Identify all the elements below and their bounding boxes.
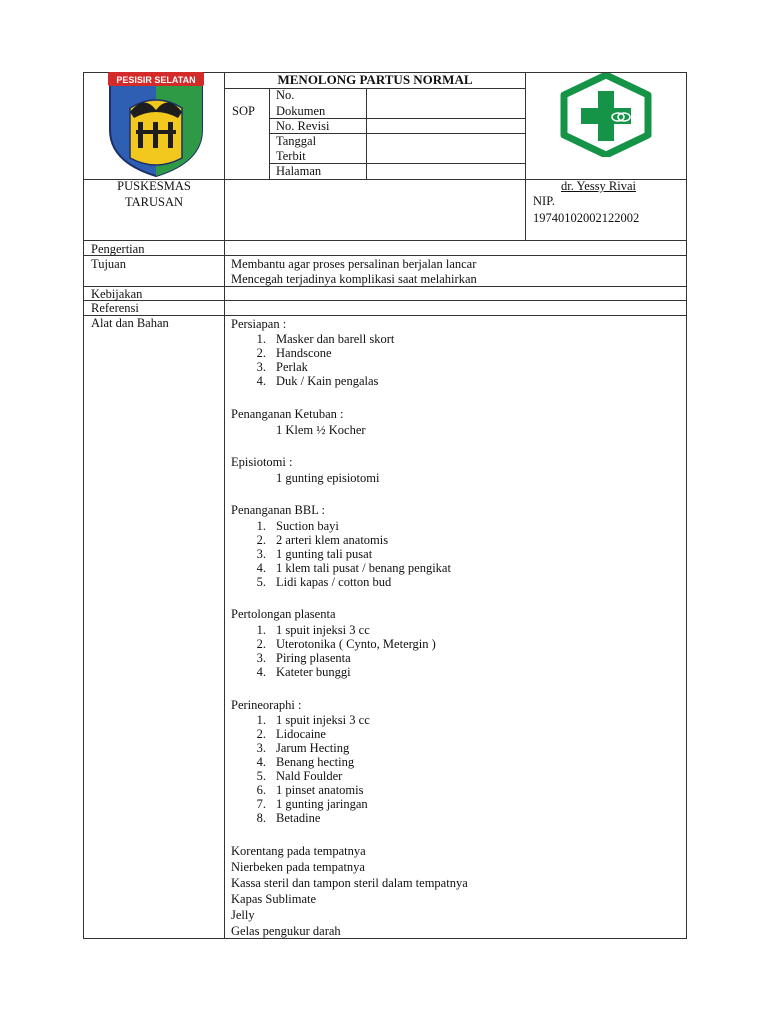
persiapan-heading: Persiapan : — [231, 317, 287, 331]
perineoraphi-heading: Perineoraphi : — [231, 698, 302, 712]
tujuan-line-2: Mencegah terjadinya komplikasi saat melahirkan — [231, 272, 477, 286]
sop-label: SOP — [232, 104, 255, 118]
bbl-heading: Penanganan BBL : — [231, 503, 325, 517]
divider — [83, 255, 687, 256]
logo-text: PESISIR SELATAN — [116, 75, 196, 85]
field-dokumen-label: Dokumen — [276, 104, 326, 118]
row-label-kebijakan: Kebijakan — [91, 287, 143, 301]
episiotomi-item: 1 gunting episiotomi — [276, 471, 380, 485]
signer-name: dr. Yessy Rivai — [561, 179, 637, 193]
extra-item: Kassa steril dan tampon steril dalam tempatnya — [231, 876, 468, 890]
row-label-tujuan: Tujuan — [91, 257, 126, 271]
signer-nip: 19740102002122002 — [533, 211, 640, 225]
table-border-bottom — [83, 938, 687, 939]
row-label-pengertian: Pengertian — [91, 242, 145, 256]
tujuan-line-1: Membantu agar proses persalinan berjalan lancar — [231, 257, 477, 271]
puskesmas-health-logo — [560, 73, 652, 157]
divider — [83, 300, 687, 301]
plasenta-heading: Pertolongan plasenta — [231, 607, 336, 621]
extra-item: Kapas Sublimate — [231, 892, 317, 906]
divider — [525, 72, 526, 240]
extra-item: Nierbeken pada tempatnya — [231, 860, 365, 874]
field-revisi-label: No. Revisi — [276, 119, 330, 133]
ketuban-heading: Penanganan Ketuban : — [231, 407, 344, 421]
divider — [83, 315, 687, 316]
pesisir-selatan-logo — [100, 70, 212, 178]
institution-name: PUSKESMAS TARUSAN — [117, 179, 191, 209]
divider — [366, 88, 367, 180]
divider — [83, 286, 687, 287]
row-label-referensi: Referensi — [91, 301, 139, 315]
field-no-label: No. — [276, 88, 295, 102]
divider — [83, 240, 687, 241]
document-title: MENOLONG PARTUS NORMAL — [277, 72, 473, 87]
ketuban-item: 1 Klem ½ Kocher — [276, 423, 366, 437]
extra-item: Gelas pengukur darah — [231, 924, 341, 938]
field-terbit-label: Terbit — [276, 149, 306, 163]
row-label-alat: Alat dan Bahan — [91, 316, 169, 330]
extra-item: Korentang pada tempatnya — [231, 844, 366, 858]
extra-item: Jelly — [231, 908, 255, 922]
field-halaman-label: Halaman — [276, 164, 322, 178]
table-border-right — [686, 72, 687, 939]
divider — [269, 88, 270, 180]
episiotomi-heading: Episiotomi : — [231, 455, 293, 469]
divider — [224, 88, 526, 89]
divider — [224, 72, 225, 938]
field-tanggal-label: Tanggal — [276, 134, 317, 148]
signer-nip-label: NIP. — [533, 194, 555, 208]
